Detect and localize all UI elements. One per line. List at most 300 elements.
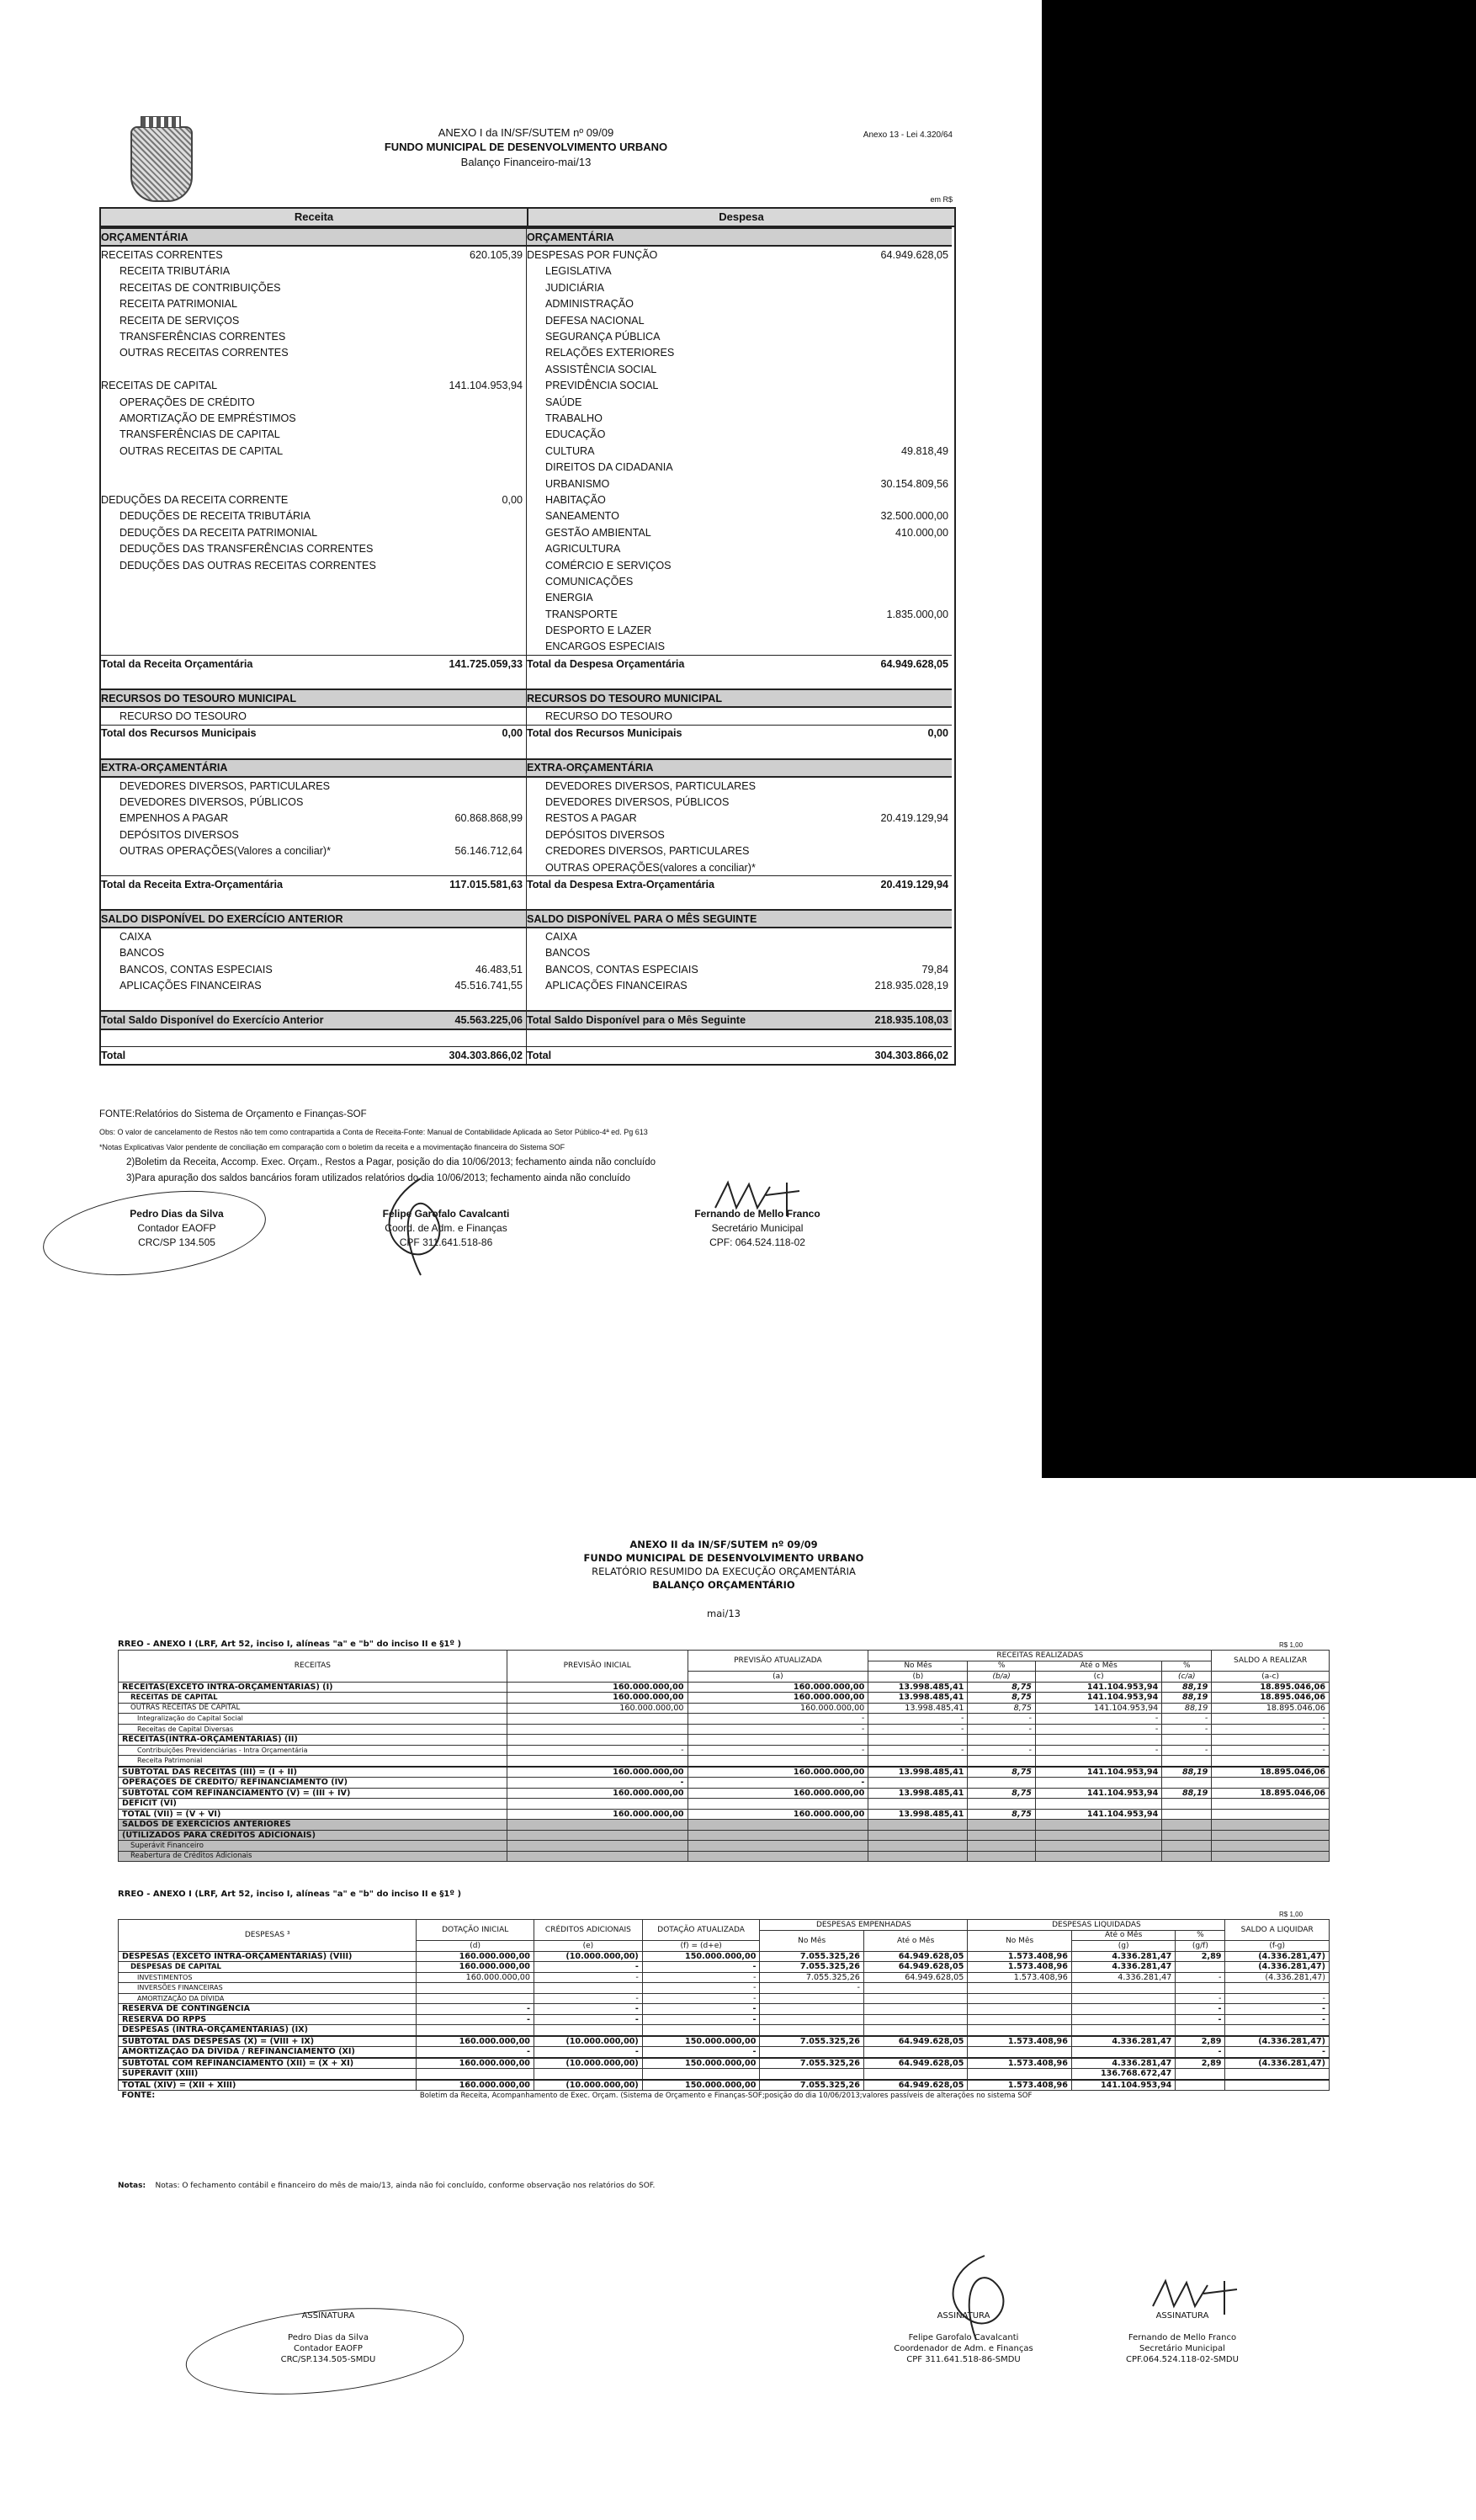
row-label: RECEITAS(EXCETO INTRA-ORÇAMENTÁRIAS) (I) — [119, 1682, 507, 1693]
cell-value: 160.000.000,00 — [417, 1962, 534, 1973]
row-label: Total dos Recursos Municipais — [101, 727, 257, 740]
cell-value: 7.055.325,26 — [760, 1962, 863, 1973]
row-label: TRANSPORTE — [545, 608, 618, 620]
col-receitas-realizadas: RECEITAS REALIZADAS — [868, 1651, 1212, 1661]
cell-value — [1176, 1962, 1225, 1973]
row-label: OUTRAS OPERAÇÕES(Valores a conciliar)* — [119, 845, 332, 858]
cell-value: 160.000.000,00 — [507, 1809, 688, 1820]
cell-value: - — [688, 1724, 868, 1735]
balance-row — [527, 227, 952, 247]
currency-unit: R$ 1,00 — [1279, 1911, 1303, 1918]
table-row — [119, 1962, 1330, 1973]
cell-value — [417, 1983, 534, 1994]
signer-name: Felipe Garofalo Cavalcanti — [382, 1208, 510, 1220]
row-value: 20.419.129,94 — [880, 878, 948, 891]
row-label: Total dos Recursos Municipais — [527, 727, 682, 740]
col-dotacao-atualizada: DOTAÇÃO ATUALIZADA — [642, 1920, 760, 1941]
signer-role: Coord. de Adm. e Finanças — [385, 1222, 507, 1234]
cell-value: - — [1035, 1745, 1161, 1756]
row-value: 64.949.628,05 — [880, 657, 948, 670]
row-label: Reabertura de Créditos Adicionais — [119, 1851, 507, 1862]
balance-row — [527, 945, 952, 961]
row-label: RECURSOS DO TESOURO MUNICIPAL — [527, 692, 723, 704]
cell-value: (4.336.281,47) — [1225, 2058, 1330, 2069]
cell-value: 160.000.000,00 — [507, 1767, 688, 1778]
row-label: SALDOS DE EXERCÍCIOS ANTERIORES — [119, 1820, 507, 1831]
cell-value: 160.000.000,00 — [688, 1809, 868, 1820]
cell-value — [507, 1714, 688, 1725]
balance-row — [527, 778, 952, 794]
cell-value — [507, 1799, 688, 1810]
row-label: Receitas de Capital Diversas — [119, 1724, 507, 1735]
row-label: DEVEDORES DIVERSOS, PARTICULARES — [119, 779, 331, 792]
col-previsao-inicial: PREVISÃO INICIAL — [507, 1651, 688, 1683]
cell-value: 150.000.000,00 — [642, 2058, 760, 2069]
row-label: DESPESAS (INTRA-ORÇAMENTÁRIAS) (IX) — [119, 2025, 417, 2036]
row-label: DEVEDORES DIVERSOS, PÚBLICOS — [545, 795, 730, 808]
balance-row — [527, 361, 952, 377]
cell-value — [507, 1735, 688, 1746]
signer-name: Pedro Dias da Silva — [130, 1208, 224, 1220]
cell-value — [1162, 1809, 1212, 1820]
table-header-row — [119, 1651, 1330, 1661]
balance-row — [527, 961, 952, 977]
balance-row — [101, 843, 526, 859]
row-label: SANEAMENTO — [545, 510, 619, 523]
table-row — [119, 1724, 1330, 1735]
source-note: FONTE:Relatórios do Sistema de Orçamento e Finanças-SOF — [99, 1109, 367, 1119]
table-header — [101, 209, 954, 227]
row-label: SEGURANÇA PÚBLICA — [545, 331, 661, 343]
table-row — [119, 1788, 1330, 1799]
cell-value: 88,19 — [1162, 1788, 1212, 1799]
balance-row — [101, 639, 526, 655]
cell-value: - — [534, 1972, 642, 1983]
cell-value — [1212, 1830, 1330, 1841]
balance-row — [527, 725, 952, 742]
row-label: Total Saldo Disponível para o Mês Seguinte — [527, 1014, 746, 1027]
row-value: 30.154.809,56 — [880, 477, 948, 490]
annex-title: ANEXO II da IN/SF/SUTEM nº 09/09 — [629, 1539, 818, 1550]
cell-value: - — [417, 2014, 534, 2025]
balance-row — [527, 708, 952, 724]
cell-value: 88,19 — [1162, 1767, 1212, 1778]
row-label: TRANSFERÊNCIAS DE CAPITAL — [119, 428, 280, 441]
signer-role: Secretário Municipal — [1139, 2344, 1225, 2353]
cell-value — [1162, 1851, 1212, 1862]
cell-value: - — [642, 2047, 760, 2058]
row-label: OPERAÇÕES DE CRÉDITO — [119, 396, 255, 408]
table-row — [119, 1745, 1330, 1756]
signer-role: Contador EAOFP — [137, 1222, 216, 1234]
balance-row — [101, 1010, 526, 1029]
cell-value: 150.000.000,00 — [642, 2080, 760, 2091]
cell-value: 13.998.485,41 — [868, 1703, 968, 1714]
signer-name: Felipe Garofalo Cavalcanti — [908, 2333, 1019, 2342]
table-row — [119, 1951, 1330, 1962]
cell-value — [1162, 1841, 1212, 1852]
row-label: DEPÓSITOS DIVERSOS — [119, 828, 239, 841]
table-header-row — [119, 1920, 1330, 1931]
cell-value — [1225, 1983, 1330, 1994]
handwritten-signature — [370, 1174, 463, 1284]
row-label: TRABALHO — [545, 412, 603, 424]
row-label: RECEITAS DE CAPITAL — [101, 380, 218, 392]
row-value: 141.725.059,33 — [449, 657, 523, 670]
row-label: INVESTIMENTOS — [119, 1972, 417, 1983]
cell-value — [968, 1799, 1036, 1810]
cell-value: - — [868, 1724, 968, 1735]
balance-row — [101, 263, 526, 279]
row-label: DEFICIT (VI) — [119, 1799, 507, 1810]
cell-value: 64.949.628,05 — [863, 1972, 967, 1983]
row-label: RESERVA DO RPPS — [119, 2014, 417, 2025]
col-formula: (g/f) — [1176, 1941, 1225, 1952]
fund-title: FUNDO MUNICIPAL DE DESENVOLVIMENTO URBANO — [384, 141, 668, 153]
cell-value: - — [1176, 1993, 1225, 2004]
cell-value — [1071, 1983, 1175, 1994]
cell-value: - — [642, 1983, 760, 1994]
balance-row — [527, 378, 952, 394]
row-value: 64.949.628,05 — [880, 249, 948, 262]
row-label: CAIXA — [545, 931, 577, 944]
balance-row — [527, 994, 952, 1010]
cell-value — [688, 1841, 868, 1852]
cell-value: 64.949.628,05 — [863, 1962, 967, 1973]
cell-value: 1.573.408,96 — [968, 2080, 1071, 2091]
balance-row — [101, 909, 526, 928]
col-creditos-adicionais: CRÉDITOS ADICIONAIS — [534, 1920, 642, 1941]
balance-row — [527, 875, 952, 892]
cell-value: 160.000.000,00 — [688, 1682, 868, 1693]
row-label: BANCOS — [119, 947, 165, 960]
balanco-orcamentario-page — [118, 1515, 1330, 2483]
col-formula: (e) — [534, 1941, 642, 1952]
cell-value: 13.998.485,41 — [868, 1809, 968, 1820]
cell-value: - — [1176, 1972, 1225, 1983]
balance-row — [527, 928, 952, 944]
row-label: DESPESAS DE CAPITAL — [119, 1962, 417, 1973]
cell-value — [1071, 1993, 1175, 2004]
cell-value: 2,89 — [1176, 2036, 1225, 2047]
receitas-table — [118, 1650, 1330, 1862]
balance-row — [527, 688, 952, 708]
row-value: 410.000,00 — [895, 526, 948, 539]
table-row — [119, 2014, 1330, 2025]
cell-value: 141.104.953,94 — [1071, 2080, 1175, 2091]
signature-block-contador — [93, 1207, 261, 1250]
report-title: Balanço Financeiro-mai/13 — [460, 156, 592, 168]
cell-value — [1212, 1851, 1330, 1862]
row-label: RESTOS A PAGAR — [545, 812, 637, 825]
cell-value: - — [1176, 2004, 1225, 2015]
cell-value — [1162, 1799, 1212, 1810]
cell-value — [863, 1983, 967, 1994]
cell-value — [507, 1820, 688, 1831]
col-formula: (a-c) — [1212, 1672, 1330, 1683]
cell-value: - — [688, 1745, 868, 1756]
cell-value: - — [1176, 2014, 1225, 2025]
cell-value: 1.573.408,96 — [968, 2058, 1071, 2069]
col-previsao-atualizada: PREVISÃO ATUALIZADA — [688, 1651, 868, 1672]
balance-row — [527, 606, 952, 622]
table-row — [119, 1809, 1330, 1820]
balance-row — [101, 524, 526, 540]
row-label: RECEITA TRIBUTÁRIA — [119, 265, 231, 278]
row-value: 620.105,39 — [469, 249, 523, 262]
cell-value — [688, 1756, 868, 1767]
row-label: APLICAÇÕES FINANCEIRAS — [119, 980, 262, 992]
cell-value — [868, 1851, 968, 1862]
receita-header: Receita — [101, 209, 528, 226]
cell-value: 7.055.325,26 — [760, 2080, 863, 2091]
row-label: LEGISLATIVA — [545, 265, 612, 278]
cell-value: 8,75 — [968, 1767, 1036, 1778]
report-subtitle: BALANÇO ORÇAMENTÁRIO — [652, 1579, 795, 1591]
col-no-mes: No Mês — [760, 1930, 863, 1951]
balance-row — [101, 557, 526, 573]
receita-column — [101, 227, 527, 1064]
balance-row — [101, 811, 526, 827]
cell-value: 18.895.046,06 — [1212, 1767, 1330, 1778]
cell-value — [760, 2014, 863, 2025]
cell-value — [1176, 2025, 1225, 2036]
row-label: ADMINISTRAÇÃO — [545, 298, 634, 311]
row-label: Total da Receita Extra-Orçamentária — [101, 878, 284, 891]
row-value: 218.935.108,03 — [874, 1014, 948, 1027]
cell-value — [1176, 1983, 1225, 1994]
rreo-title-receitas: RREO - ANEXO I (LRF, Art 52, inciso I, alíneas "a" e "b" do inciso II e §1º ) — [118, 1640, 462, 1649]
assinatura-label: ASSINATURA — [937, 2311, 990, 2321]
cell-value: - — [642, 2014, 760, 2025]
table-row — [119, 1972, 1330, 1983]
row-label: EDUCAÇÃO — [545, 428, 606, 441]
row-label: RECEITAS CORRENTES — [101, 249, 223, 262]
table-row — [119, 1841, 1330, 1852]
table-row — [119, 1735, 1330, 1746]
cell-value — [868, 1799, 968, 1810]
balance-row — [101, 459, 526, 475]
row-label: Total — [527, 1049, 552, 1061]
cell-value — [507, 1756, 688, 1767]
cell-value: 4.336.281,47 — [1071, 1962, 1175, 1973]
cell-value — [688, 1830, 868, 1841]
balance-row — [527, 247, 952, 263]
scan-black-margin — [1042, 0, 1476, 1478]
cell-value: (10.000.000,00) — [534, 2036, 642, 2047]
cell-value — [863, 2047, 967, 2058]
row-label: TOTAL (VII) = (V + VI) — [119, 1809, 507, 1820]
note-3: 3)Para apuração dos saldos bancários foram utilizados relatórios do dia 10/06/2013; fechamento ainda não concluído — [126, 1173, 631, 1183]
balance-row — [101, 725, 526, 742]
cell-value — [417, 2069, 534, 2080]
cell-value — [688, 1735, 868, 1746]
cell-value — [968, 1983, 1071, 1994]
cell-value: (4.336.281,47) — [1225, 2036, 1330, 2047]
cell-value: (10.000.000,00) — [534, 1951, 642, 1962]
balance-row — [101, 345, 526, 361]
balance-row — [101, 893, 526, 909]
row-value: 49.818,49 — [900, 444, 948, 457]
balance-row — [527, 639, 952, 655]
cell-value — [1071, 2025, 1175, 2036]
balance-row — [101, 827, 526, 843]
row-label: Total Saldo Disponível do Exercício Anterior — [101, 1014, 324, 1027]
cell-value: 160.000.000,00 — [507, 1693, 688, 1704]
explanatory-note: *Notas Explicativas Valor pendente de conciliação em comparação com o boletim da receita e a movimentação financeira do Sistema SOF — [99, 1143, 565, 1151]
balance-row — [101, 410, 526, 426]
row-label: RECURSO DO TESOURO — [119, 710, 247, 723]
row-label: ASSISTÊNCIA SOCIAL — [545, 363, 657, 375]
balance-row — [527, 573, 952, 589]
row-label: COMÉRCIO E SERVIÇOS — [545, 559, 672, 572]
row-label: Total da Despesa Orçamentária — [527, 657, 685, 670]
balance-row — [527, 524, 952, 540]
balance-row — [527, 1010, 952, 1029]
cell-value: 88,19 — [1162, 1693, 1212, 1704]
row-value: 1.835.000,00 — [886, 608, 948, 620]
balance-row — [527, 655, 952, 672]
row-label: DEDUÇÕES DA RECEITA PATRIMONIAL — [119, 526, 318, 539]
cell-value — [868, 1841, 968, 1852]
cell-value: (4.336.281,47) — [1225, 1972, 1330, 1983]
col-no-mes: No Mês — [868, 1661, 968, 1672]
cell-value: - — [1225, 1993, 1330, 2004]
cell-value — [968, 1735, 1036, 1746]
cell-value: 141.104.953,94 — [1035, 1767, 1161, 1778]
cell-value — [1071, 2047, 1175, 2058]
cell-value: 7.055.325,26 — [760, 2036, 863, 2047]
row-label: JUDICIÁRIA — [545, 281, 604, 294]
cell-value: 8,75 — [968, 1809, 1036, 1820]
row-label: URBANISMO — [545, 477, 610, 490]
cell-value — [507, 1830, 688, 1841]
cell-value: - — [534, 1993, 642, 2004]
cell-value — [1212, 1735, 1330, 1746]
cell-value: - — [642, 1993, 760, 2004]
row-label: Total da Despesa Extra-Orçamentária — [527, 878, 715, 891]
cell-value: 18.895.046,06 — [1212, 1693, 1330, 1704]
cell-value: - — [642, 1962, 760, 1973]
balance-row — [101, 573, 526, 589]
cell-value: - — [507, 1778, 688, 1789]
col-formula: (b/a) — [968, 1672, 1036, 1683]
rreo-title-despesas: RREO - ANEXO I (LRF, Art 52, inciso I, alíneas "a" e "b" do inciso II e §1º ) — [118, 1890, 462, 1899]
row-label: BANCOS, CONTAS ESPECIAIS — [119, 963, 273, 976]
cell-value: 18.895.046,06 — [1212, 1682, 1330, 1693]
row-value: 56.146.712,64 — [454, 845, 523, 858]
balance-row — [527, 459, 952, 475]
balance-row — [527, 859, 952, 875]
col-formula: (g) — [1071, 1941, 1175, 1952]
cell-value: - — [1212, 1745, 1330, 1756]
balance-row — [101, 673, 526, 688]
cell-value — [1212, 1799, 1330, 1810]
balance-row — [101, 622, 526, 638]
col-receitas: RECEITAS — [119, 1651, 507, 1683]
balance-row — [527, 410, 952, 426]
row-label: PREVIDÊNCIA SOCIAL — [545, 380, 659, 392]
balance-row — [101, 994, 526, 1010]
handwritten-signature — [926, 2252, 1027, 2344]
balance-row — [527, 811, 952, 827]
table-row — [119, 1983, 1330, 1994]
row-label: RECEITA PATRIMONIAL — [119, 298, 237, 311]
cell-value — [968, 1756, 1036, 1767]
cell-value — [1212, 1820, 1330, 1831]
row-value: 0,00 — [927, 727, 948, 740]
cell-value — [1162, 1778, 1212, 1789]
cell-value — [1225, 2080, 1330, 2091]
cell-value — [417, 2025, 534, 2036]
signer-role: Coordenador de Adm. e Finanças — [894, 2344, 1033, 2353]
cell-value: - — [534, 2004, 642, 2015]
balance-row — [101, 961, 526, 977]
cell-value: 64.949.628,05 — [863, 1951, 967, 1962]
col-no-mes: No Mês — [968, 1930, 1071, 1951]
cell-value: 1.573.408,96 — [968, 1972, 1071, 1983]
balance-row — [101, 655, 526, 672]
col-despesas: DESPESAS ³ — [119, 1920, 417, 1952]
cell-value — [507, 1724, 688, 1735]
cell-value: 18.895.046,06 — [1212, 1703, 1330, 1714]
cell-value: - — [1035, 1724, 1161, 1735]
signer-id: CPF.064.524.118-02-SMDU — [1126, 2355, 1239, 2364]
cell-value: - — [868, 1745, 968, 1756]
row-label: ENCARGOS ESPECIAIS — [545, 641, 666, 653]
cell-value: 2,89 — [1176, 2058, 1225, 2069]
balance-row — [527, 279, 952, 295]
balance-row — [527, 742, 952, 758]
cell-value — [1212, 1809, 1330, 1820]
cell-value — [760, 2047, 863, 2058]
col-pct: % — [1162, 1661, 1212, 1672]
col-despesas-empenhadas: DESPESAS EMPENHADAS — [760, 1920, 968, 1931]
despesa-column — [527, 227, 952, 1064]
row-label: EXTRA-ORÇAMENTÁRIA — [527, 762, 654, 774]
cell-value: 2,89 — [1176, 1951, 1225, 1962]
balance-row — [101, 312, 526, 328]
balance-row — [101, 328, 526, 344]
row-label: OPERAÇÕES DE CRÉDITO/ REFINANCIAMENTO (IV) — [119, 1778, 507, 1789]
col-dotacao-inicial: DOTAÇÃO INICIAL — [417, 1920, 534, 1941]
cell-value — [868, 1778, 968, 1789]
signer-name: Pedro Dias da Silva — [288, 2333, 369, 2342]
cell-value — [868, 1735, 968, 1746]
row-label: DEPÓSITOS DIVERSOS — [545, 828, 665, 841]
cell-value — [1162, 1756, 1212, 1767]
cell-value: 160.000.000,00 — [417, 2058, 534, 2069]
row-value: 141.104.953,94 — [449, 380, 523, 392]
cell-value — [1162, 1735, 1212, 1746]
cell-value: 1.573.408,96 — [968, 1951, 1071, 1962]
table-row — [119, 1778, 1330, 1789]
cell-value — [1212, 1756, 1330, 1767]
cell-value: 136.768.672,47 — [1071, 2069, 1175, 2080]
table-row — [119, 2069, 1330, 2080]
cell-value: 13.998.485,41 — [868, 1767, 968, 1778]
row-label: DESPORTO E LAZER — [545, 625, 652, 637]
row-label: DESPESAS POR FUNÇÃO — [527, 249, 658, 262]
cell-value: 160.000.000,00 — [507, 1682, 688, 1693]
cell-value — [868, 1820, 968, 1831]
cell-value: - — [968, 1714, 1036, 1725]
col-pct: % — [968, 1661, 1036, 1672]
balance-row — [101, 247, 526, 263]
balance-row — [527, 794, 952, 810]
cell-value — [760, 2069, 863, 2080]
balance-row — [101, 508, 526, 524]
